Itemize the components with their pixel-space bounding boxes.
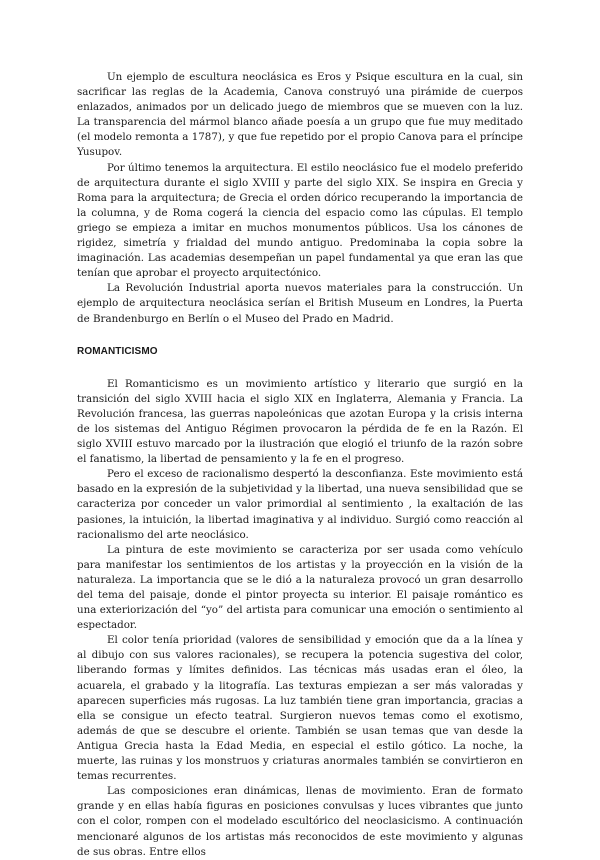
paragraph-color: El color tenía prioridad (valores de sensibilidad y emoción que da a la línea y al dibujo con sus valores racionales), se recupera la potencia sugestiva del color, liberando formas y límites definidos. Las técnicas más usadas eran el óleo, la acuarela, el grabado y la litografía. Las texturas empiezan a ser más valoradas y aparecen superficies más rugosas. La luz también tiene gran importancia, gracias a ella se consigue un efecto teatral. Surgieron nuevos temas como el exotismo, además de que se descubre el oriente. También se usan temas que van desde la Antigua Grecia hasta la Edad Media, en especial el estilo gótico. La noche, la muerte, las ruinas y los monstruos y criaturas anormales también se convirtieron en temas recurrentes. bbox=[77, 634, 523, 783]
paragraph-romanticismo-intro: El Romanticismo es un movimiento artístico y literario que surgió en la transición del siglo XVIII hacia el siglo XIX en Inglaterra, Alemania y Francia. La Revolución francesa, las guerras napoleónicas que azotan Europa y la crisis interna de los sistemas del Antiguo Régimen provocaron la pérdida de fe en la Razón. El siglo XVIII estuvo marcado por la ilustración que elogió el triunfo de la razón sobre el fanatismo, la libertad de pensamiento y la fe en el progreso. bbox=[77, 377, 523, 466]
paragraph-composiciones: Las composiciones eran dinámicas, llenas de movimiento. Eran de formato grande y en ellas había figuras en posiciones convulsas y luces vibrantes que junto con el color, rompen con el modelado escultórico del neoclasicismo. A continuación mencionaré algunos de los artistas más reconocidos de este movimiento y algunas de sus obras. Entre ellos bbox=[77, 785, 523, 858]
section-heading-romanticismo: ROMANTICISMO bbox=[77, 345, 158, 357]
paragraph-pintura: La pintura de este movimiento se caracteriza por ser usada como vehículo para manifestar los sentimientos de los artistas y la proyección en la visión de la naturaleza. La importancia que se le dió a la naturaleza provocó un gran desarrollo del tema del paisaje, donde el pintor proyecta su interior. El paisaje romántico es una exteriorización del “yo” del artista para comunicar una emoción o sentimiento al espectador. bbox=[77, 543, 523, 632]
document-page bbox=[77, 70, 523, 860]
paragraph-arquitectura: Por último tenemos la arquitectura. El estilo neoclásico fue el modelo preferido de arquitectura durante el siglo XVIII y parte del siglo XIX. Se inspira en Grecia y Roma para la arquitectura; de Grecia el orden dórico recuperando la importancia de la columna, y de Roma cogerá la ciencia del espacio como las cúpulas. El templo griego se empieza a imitar en muchos monumentos públicos. Usa los cánones de rigidez, simetría y frialdad del mundo antiguo. Predominaba la copia sobre la imaginación. Las academias desempeñan un papel fundamental ya que eran las que tenían que aprobar el proyecto arquitectónico. bbox=[77, 161, 523, 280]
paragraph-eros-psique: Un ejemplo de escultura neoclásica es Eros y Psique escultura en la cual, sin sacrificar las reglas de la Academia, Canova construyó una pirámide de cuerpos enlazados, animados por un delicado juego de miembros que se mueven con la luz. La transparencia del mármol blanco añade poesía a un grupo que fue muy meditado (el modelo remonta a 1787), y que fue repetido por el propio Canova para el príncipe Yusupov. bbox=[77, 71, 523, 159]
paragraph-revolucion-industrial: La Revolución Industrial aporta nuevos materiales para la construcción. Un ejemplo de arquitectura neoclásica serían el British Museum en Londres, la Puerta de Brandenburgo en Berlín o el Museo del Prado en Madrid. bbox=[77, 282, 523, 325]
paragraph-racionalismo: Pero el exceso de racionalismo despertó la desconfianza. Este movimiento está basado en la expresión de la subjetividad y la libertad, una nueva sensibilidad que se caracteriza por conceder un valor primordial al sentimiento , la exaltación de las pasiones, la intuición, la libertad imaginativa y al individuo. Surgió como reacción al racionalismo del arte neoclásico. bbox=[77, 468, 523, 541]
